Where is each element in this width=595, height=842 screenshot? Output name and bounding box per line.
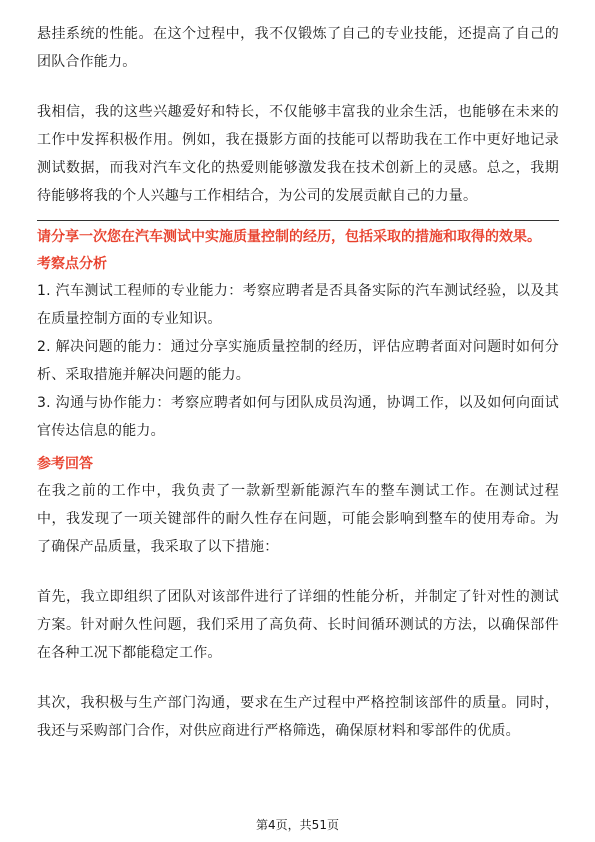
page-content xyxy=(37,20,559,745)
analysis-item-2: 2. 解决问题的能力：通过分享实施质量控制的经历，评估应聘者面对问题时如何分析、采取措施并解决问题的能力。 xyxy=(37,339,559,383)
answer-paragraph-2: 首先，我立即组织了团队对该部件进行了详细的性能分析，并制定了针对性的测试方案。针对耐久性问题，我们采用了高负荷、长时间循环测试的方法，以确保部件在各种工况下都能稳定工作。 xyxy=(37,589,559,661)
intro-paragraph-1: 悬挂系统的性能。在这个过程中，我不仅锻炼了自己的专业技能，还提高了自己的团队合作能力。 xyxy=(37,26,559,70)
page-number-footer: 第4页，共51页 xyxy=(256,818,339,832)
answer-paragraph-1: 在我之前的工作中，我负责了一款新型新能源汽车的整车测试工作。在测试过程中，我发现了一项关键部件的耐久性存在问题，可能会影响到整车的使用寿命。为了确保产品质量，我采取了以下措施： xyxy=(37,483,559,555)
paragraph-spacer xyxy=(37,76,559,98)
analysis-item-1: 1. 汽车测试工程师的专业能力：考察应聘者是否具备实际的汽车测试经验，以及其在质量控制方面的专业知识。 xyxy=(37,283,559,327)
paragraph-spacer xyxy=(37,561,559,583)
paragraph-spacer xyxy=(37,667,559,689)
section-divider xyxy=(37,220,559,221)
analysis-item-3: 3. 沟通与协作能力：考察应聘者如何与团队成员沟通，协调工作，以及如何向面试官传达信息的能力。 xyxy=(37,395,559,439)
analysis-heading: 考察点分析 xyxy=(37,256,107,272)
answer-heading: 参考回答 xyxy=(37,456,93,472)
interview-question: 请分享一次您在汽车测试中实施质量控制的经历，包括采取的措施和取得的效果。 xyxy=(37,229,541,245)
intro-paragraph-2: 我相信，我的这些兴趣爱好和特长，不仅能够丰富我的业余生活，也能够在未来的工作中发挥积极作用。例如，我在摄影方面的技能可以帮助我在工作中更好地记录测试数据，而我对汽车文化的热爱则能够激发我在技术创新上的灵感。总之，我期待能够将我的个人兴趣与工作相结合，为公司的发展贡献自己的力量。 xyxy=(37,104,559,204)
answer-paragraph-3: 其次，我积极与生产部门沟通，要求在生产过程中严格控制该部件的质量。同时，我还与采购部门合作，对供应商进行严格筛选，确保原材料和零部件的优质。 xyxy=(37,695,559,739)
